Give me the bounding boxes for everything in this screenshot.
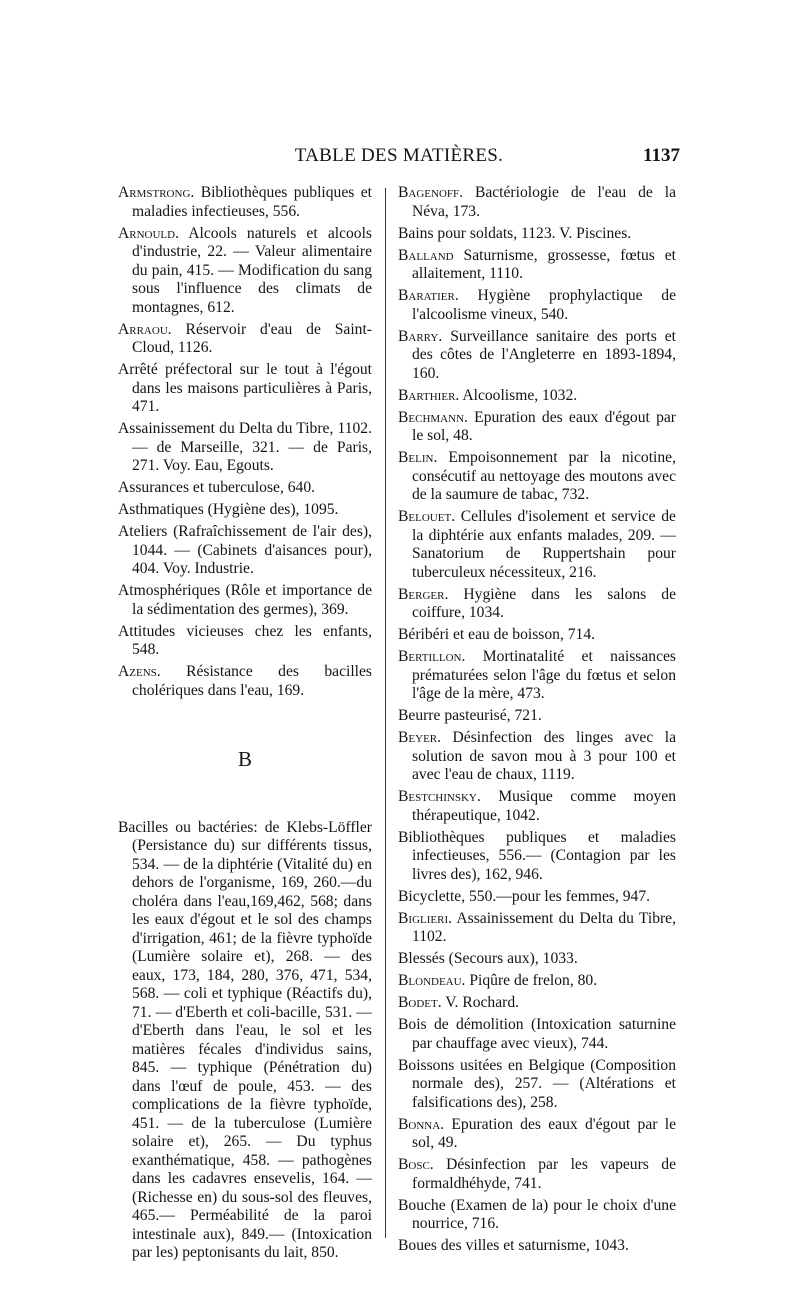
entry-author: Arraou. [118,320,172,338]
entry-author: Bosc. [398,1156,434,1173]
index-entry [398,328,676,384]
entry-text: Bouche (Examen de la) pour le choix d'une nourrice, 716. [398,1196,676,1232]
index-entry [398,888,676,907]
section-letter: B [237,747,252,771]
page-number: 1137 [643,145,680,166]
entry-text: Empoisonnement par la nicotine, consécutif au nettoyage des moutons avec de la saumure de tabac, 732. [412,449,676,503]
index-entry [398,1197,676,1234]
index-entry [398,247,676,284]
entry-author: Bestchinsky. [398,788,481,805]
entry-author: Belouet. [398,508,456,525]
index-entry [398,994,676,1013]
index-entry [118,501,372,520]
entry-text: Alcools naturels et alcools d'industrie, 22. — Valeur alimentaire du pain, 415. — Modification du sang sous l'influence des climats de montagnes, 612. [132,224,372,316]
entry-text: Surveillance sanitaire des ports et des côtes de l'Angleterre en 1893-1894, 160. [412,327,676,382]
index-entry [398,707,676,726]
entry-text: Assurances et tuberculose, 640. [118,479,316,496]
index-entry [398,225,676,244]
entry-author: Belin. [398,449,438,466]
entries-right-list [398,184,676,1256]
entry-text: Cellules d'isolement et service de la diphtérie aux enfants malades, 209. — Sanatorium de Ruppertshain pour tuberculeux nécessiteux, 216. [412,508,676,581]
index-entry [118,663,372,700]
entry-author: Biglieri. [398,909,453,927]
index-entry [398,972,676,991]
index-entry [398,1116,676,1153]
entry-text: Bicyclette, 550.—pour les femmes, 947. [398,887,651,905]
index-entry [398,729,676,785]
entry-text: Bois de démolition (Intoxication saturnine par chauffage avec vieux), 744. [398,1016,676,1052]
entry-text: Epuration des eaux d'égout par le sol, 49. [412,1115,676,1151]
index-entry [118,479,372,498]
entry-text: Hygiène dans les salons de coiffure, 1034. [412,585,676,621]
entry-author: Beyer. [398,729,442,746]
entry-author: Bonna. [398,1115,445,1133]
entry-text: V. Rochard. [445,994,520,1011]
index-entry [398,626,676,645]
index-entry [118,420,372,476]
index-entry [398,1237,676,1256]
index-entry [398,184,676,221]
entry-author: Armstrong. [118,184,195,201]
running-title: TABLE DES MATIÈRES. [294,145,504,166]
entry-text: Ateliers (Rafraîchissement de l'air des), 1044. — (Cabinets d'aisances pour), 404. Voy. Industrie. [118,523,372,577]
index-entry [398,648,676,704]
index-entry [398,788,676,825]
entry-text: Blessés (Secours aux), 1033. [398,950,578,967]
entry-author: Balland [398,246,454,264]
entry-text: Arrêté préfectoral sur le tout à l'égout dans les maisons particulières à Paris, 471. [118,361,372,415]
index-entry [398,1057,676,1113]
index-entry [398,910,676,947]
entry-text: Asthmatiques (Hygiène des), 1095. [118,501,339,518]
index-entry [118,321,372,358]
entry-author: Bertillon. [398,648,466,665]
entry-author: Bodet. [398,994,442,1011]
index-entry [118,582,372,619]
index-entry [398,387,676,406]
entry-text: Bactériologie de l'eau de la Néva, 173. [412,184,676,220]
index-entry [398,409,676,446]
entry-text: Hygiène prophylactique de l'alcoolisme vineux, 540. [412,287,677,323]
index-entry [118,819,372,1263]
entry-text: Epuration des eaux d'égout par le sol, 48. [412,408,676,444]
index-entry [118,225,372,318]
entry-text: Attitudes vicieuses chez les enfants, 548. [118,622,372,658]
entry-author: Bagenoff. [398,184,464,201]
entry-text: Atmosphériques (Rôle et importance de la sédimentation des germes), 369. [118,582,372,618]
entry-text: Mortinatalité et naissances prématurées selon l'âge du fœtus et selon l'âge de la mère, 473. [412,648,676,702]
index-entry [118,623,372,660]
entry-author: Arnould. [118,224,179,242]
index-entry [398,287,676,324]
left-column [118,184,372,1266]
entry-text: Bacilles ou bactéries: de Klebs-Löffler (Persistance du) sur différents tissus, 534. — de la diphtérie (Vitalité du) en dehors de l'organisme, 169, 260.—du choléra dans l'eau,169,462, 568; dans les eaux d'égout et le sol des champs d'irrigation, 461; de la fièvre typhoïde (Lumière solaire et), 268. — des eaux, 173, 184, 280, 376, 471, 534, 568. — coli et typhique (Réactifs du), 71. — d'Eberth et coli-bacille, 531. — d'Eberth dans l'eau, le sol et les matières fécales d'individus sains, 845. — typhique (Pénétration du) dans l'œuf de poule, 453. — des complications de la fièvre typhoïde, 451. — de la tuberculose (Lumière solaire et), 265. — Du typhus exanthématique, 458. — pathogènes dans les cadavres ensevelis, 164. — (Richesse en) du sous-sol des fleuves, 465.— Perméabilité de la paroi intestinale aux), 849.— (Intoxication par les) peptonisants du lait, 850. [118,818,372,1261]
entry-author: Baratier. [398,287,459,304]
entry-text: Bains pour soldats, 1123. V. Piscines. [398,224,632,242]
right-column [398,184,676,1259]
entry-text: Désinfection par les vapeurs de formaldhéhyde, 741. [412,1156,676,1192]
entry-text: Boues des villes et saturnisme, 1043. [398,1237,629,1254]
index-entry [118,523,372,579]
entry-text: Beurre pasteurisé, 721. [398,707,542,724]
entry-text: Assainissement du Delta du Tibre, 1102. — de Marseille, 321. — de Paris, 271. Voy. Eau, Egouts. [118,420,372,474]
index-entry [118,361,372,417]
entry-text: Réservoir d'eau de Saint-Cloud, 1126. [132,320,372,356]
entry-author: Azens. [118,663,161,680]
entry-text: Bibliothèques publiques et maladies infectieuses, 556. [132,184,372,220]
entries-b-list [118,819,372,1263]
entry-text: Béribéri et eau de boisson, 714. [398,626,596,643]
entry-text: Saturnisme, grossesse, fœtus et allaitement, 1110. [412,246,676,282]
index-entry [398,1156,676,1193]
index-entry [398,950,676,969]
entry-author: Barry. [398,327,443,345]
entry-text: Désinfection des linges avec la solution de savon mou à 3 pour 100 et avec l'eau de chaux, 1119. [412,729,676,783]
index-entry [398,829,676,885]
index-entry [398,449,676,505]
column-divider [385,188,386,1238]
entry-text: Musique comme moyen thérapeutique, 1042. [412,788,677,824]
entries-a-list [118,184,372,700]
page-header [118,145,680,173]
entry-text: Bibliothèques publiques et maladies infectieuses, 556.— (Contagion par les livres des), 162, 946. [398,828,676,883]
index-entry [398,1016,676,1053]
entry-author: Bechmann. [398,408,468,426]
entry-author: Blondeau. [398,972,466,989]
entry-author: Barthier. [398,386,460,404]
entry-author: Berger. [398,585,449,603]
entry-text: Alcoolisme, 1032. [462,386,578,404]
index-entry [398,508,676,582]
index-entry [118,184,372,221]
index-entry [398,586,676,623]
entry-text: Piqûre de frelon, 80. [469,972,598,989]
entry-text: Boissons usitées en Belgique (Composition normale des), 257. — (Altérations et falsifications des), 258. [398,1056,676,1111]
entry-text: Assainissement du Delta du Tibre, 1102. [412,909,677,945]
entry-text: Résistance des bacilles cholériques dans l'eau, 169. [132,663,372,699]
